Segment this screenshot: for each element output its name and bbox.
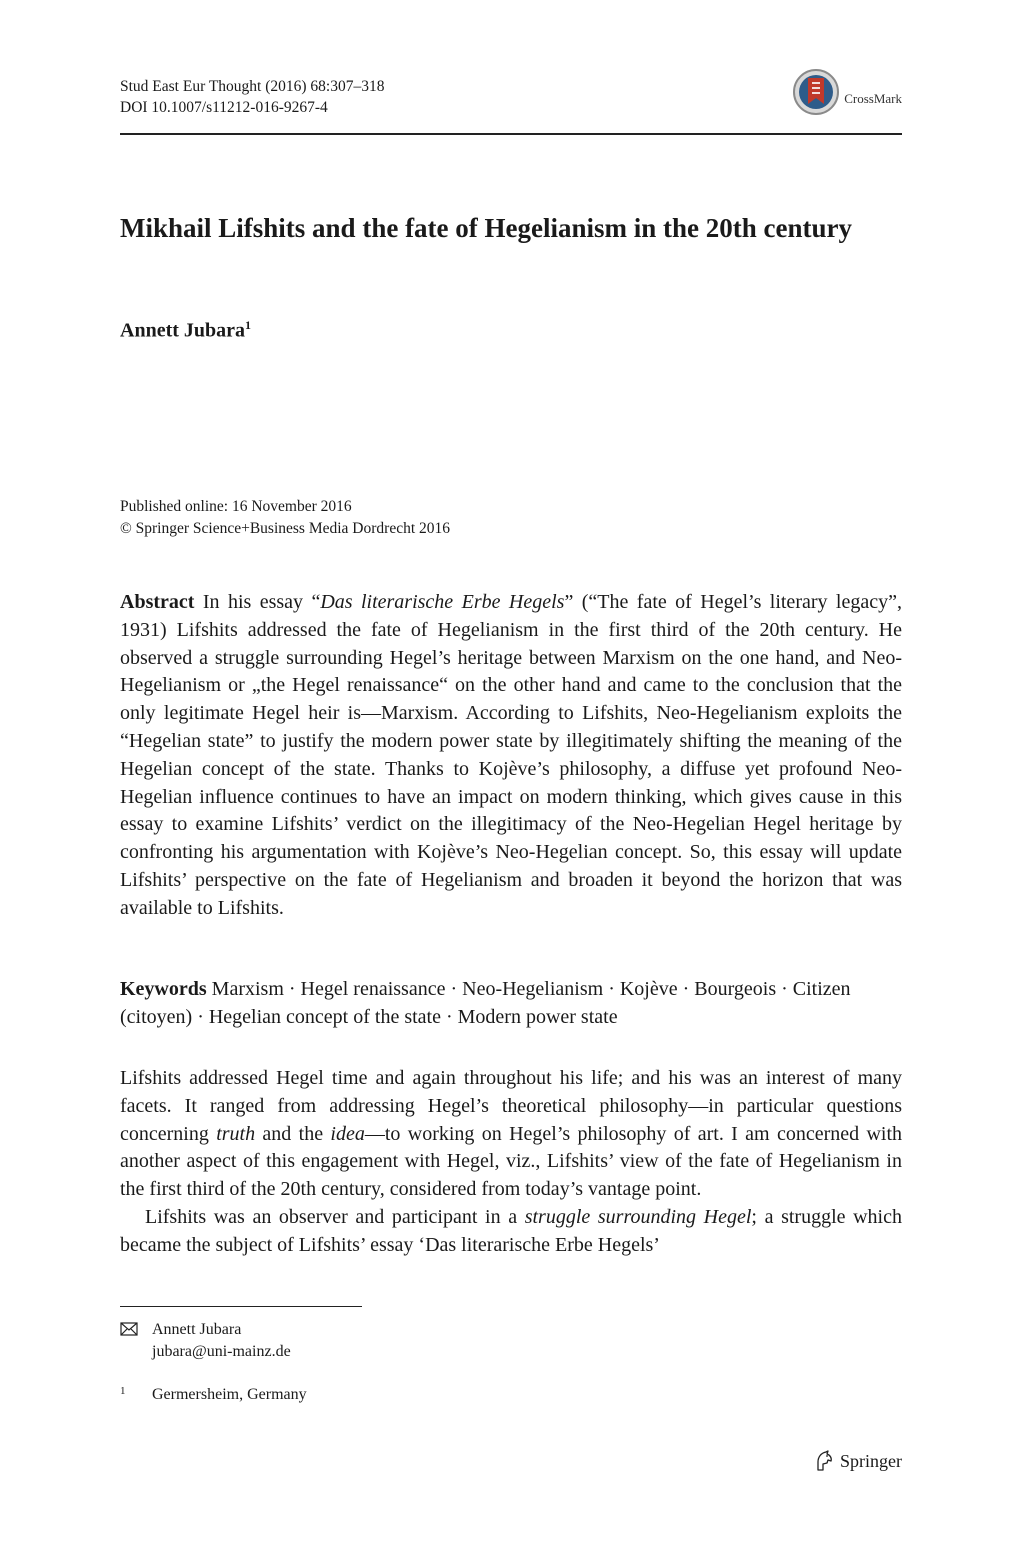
corresp-name: Annett Jubara [152, 1321, 242, 1338]
corresponding-author [120, 1319, 291, 1363]
body-text-run: Lifshits was an observer and participant in a [145, 1205, 525, 1228]
body-text-run: Lifshits addressed Hegel time and again throughout his life; and his was an interest of many facets. It ranged from addressing Hegel’s theoretical philosophy—in particular questions concerning [120, 1067, 902, 1145]
body-text-run: —to working on Hegel’s philosophy of art. I am concerned with another aspect of this engagement with Hegel, viz., Lifshits’ view of the fate of Hegelianism in the first third of the 20th century, considered from today’s vantage point. [120, 1122, 902, 1201]
affiliation [120, 1384, 307, 1406]
springer-horse-icon [814, 1450, 834, 1472]
publisher-name: Springer [840, 1450, 902, 1471]
publication-info [120, 496, 450, 540]
author-line [120, 318, 251, 343]
affiliation-mark: 1 [245, 318, 252, 332]
keywords-label: Keywords [120, 978, 207, 1000]
corresp-email[interactable]: jubara@uni-mainz.de [152, 1343, 291, 1360]
author-name: Annett Jubara [120, 319, 246, 342]
header-rule [120, 133, 902, 135]
crossmark-icon [792, 68, 840, 116]
abstract-text-post: ” (“The fate of Hegel’s literary legacy”, 1931) Lifshits addressed the fate of Hegelianism in the first third of the 20th century. He observed a struggle surrounding Hegel’s heritage between Marxism on the one hand, and Neo-Hegelianism or „the Hegel renaissance“ on the other hand and came to the conclusion that the only legitimate Hegel heir is—Marxism. According to Lifshits, Neo-Hegelianism exploits the “Hegelian state” to justify the modern power state by illegitimately shifting the meaning of the Hegelian concept of the state. Thanks to Kojève’s philosophy, a diffuse yet profound Neo-Hegelian influence continues to have an impact on modern thinking, which gives cause in this essay to examine Lifshits’ verdict on the illegitimacy of the Neo-Hegelian Hegel heritage by confronting his argumentation with Kojève’s Neo-Hegelian concept. So, this essay will update Lifshits’ perspective on the fate of Hegelianism and broaden it beyond the horizon that was available to Lifshits. [120, 591, 902, 919]
paper-title: Mikhail Lifshits and the fate of Hegelianism in the 20th century [120, 213, 853, 243]
abstract-essay-title: Das literarische Erbe Hegels [320, 591, 565, 613]
keywords [120, 976, 902, 1032]
footnote-rule [120, 1306, 362, 1307]
body-text [120, 1065, 902, 1260]
envelope-icon [120, 1322, 138, 1336]
affiliation-place: Germersheim, Germany [152, 1386, 307, 1403]
body-emphasis: struggle surrounding Hegel [524, 1205, 752, 1228]
body-paragraph [120, 1204, 902, 1260]
doi[interactable]: DOI 10.1007/s11212-016-9267-4 [120, 99, 328, 116]
body-text-run: ; a struggle which became the subject of Lifshits’ essay ‘Das literarische Erbe Hegels’ [120, 1205, 902, 1256]
page-header [120, 76, 902, 132]
crossmark-badge[interactable] [792, 68, 902, 116]
keywords-list: Marxism · Hegel renaissance · Neo-Hegelianism · Kojève · Bourgeois · Citizen (citoyen) · Hegelian concept of the state · Modern power state [120, 978, 851, 1028]
crossmark-label: CrossMark [844, 91, 902, 106]
abstract [120, 589, 902, 923]
abstract-label: Abstract [120, 591, 195, 613]
published-date: Published online: 16 November 2016 [120, 498, 352, 515]
abstract-text-pre: In his essay “ [202, 591, 321, 613]
body-text-run: and the [255, 1122, 331, 1145]
body-emphasis: truth [216, 1122, 256, 1145]
body-paragraph [120, 1065, 902, 1204]
journal-citation: Stud East Eur Thought (2016) 68:307–318 [120, 78, 385, 95]
affiliation-number: 1 [120, 1385, 126, 1397]
publisher-logo [814, 1450, 902, 1472]
body-emphasis: idea [330, 1122, 365, 1145]
copyright: © Springer Science+Business Media Dordrecht 2016 [120, 520, 451, 537]
